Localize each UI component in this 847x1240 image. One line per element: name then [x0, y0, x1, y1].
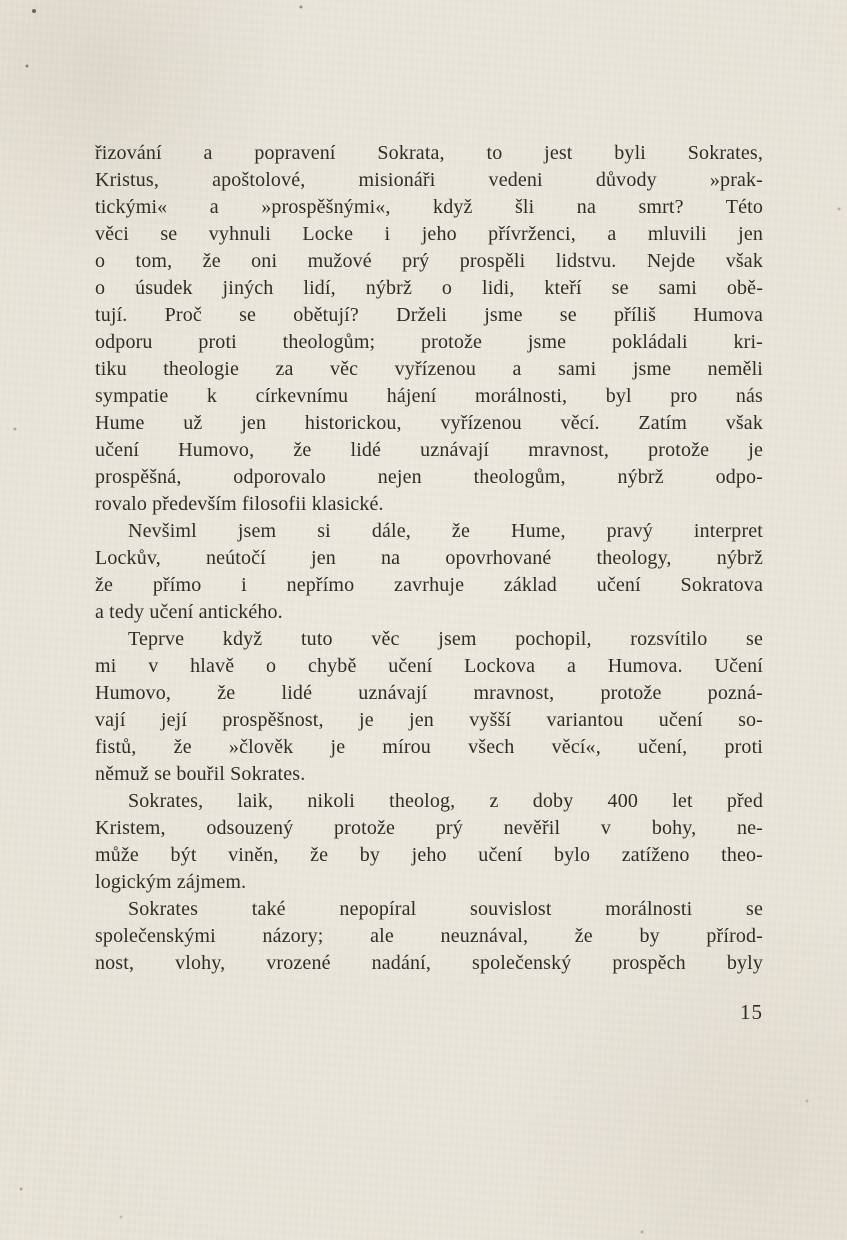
text-line: Lockův, neútočí jen na opovrhované theology, nýbrž: [95, 547, 763, 569]
text-line: a tedy učení antického.: [95, 601, 283, 623]
text-line: může být viněn, že by jeho učení bylo zatíženo theo-: [95, 844, 763, 866]
text-line: tují. Proč se obětují? Drželi jsme se příliš Humova: [95, 304, 763, 326]
text-line: Kristus, apoštolové, misionáři vedeni důvody »prak-: [95, 169, 763, 191]
text-line: učení Humovo, že lidé uznávají mravnost, protože je: [95, 439, 763, 461]
text-line: mi v hlavě o chybě učení Lockova a Humova. Učení: [95, 655, 763, 677]
text-line: o tom, že oni mužové prý prospěli lidstvu. Nejde však: [95, 250, 763, 272]
text-line: sympatie k církevnímu hájení morálnosti, byl pro nás: [95, 385, 763, 407]
text-line: němuž se bouřil Sokrates.: [95, 763, 306, 785]
text-line: rovalo především filosofii klasické.: [95, 493, 384, 515]
text-line: prospěšná, odporovalo nejen theologům, nýbrž odpo-: [95, 466, 763, 488]
paragraph: [95, 518, 763, 626]
page-number: 15: [740, 1000, 763, 1024]
text-line: nost, vlohy, vrozené nadání, společenský prospěch byly: [95, 952, 763, 974]
text-line: o úsudek jiných lidí, nýbrž o lidi, kteří se sami obě-: [95, 277, 763, 299]
paragraph: [95, 788, 763, 896]
text-line: Kristem, odsouzený protože prý nevěřil v bohy, ne-: [95, 817, 763, 839]
text-line: tiku theologie za věc vyřízenou a sami jsme neměli: [95, 358, 763, 380]
paragraph: [95, 896, 763, 977]
paragraph: [95, 626, 763, 788]
text-line: Hume už jen historickou, vyřízenou věcí. Zatím však: [95, 412, 763, 434]
text-line: fistů, že »člověk je mírou všech věcí«, učení, proti: [95, 736, 763, 758]
text-line: logickým zájmem.: [95, 871, 247, 893]
text-line: Sokrates také nepopíral souvislost morálnosti se: [128, 898, 763, 920]
text-line: Teprve když tuto věc jsem pochopil, rozsvítilo se: [128, 628, 763, 650]
text-line: že přímo i nepřímo zavrhuje základ učení Sokratova: [95, 574, 763, 596]
text-line: věci se vyhnuli Locke i jeho přívrženci, a mluvili jen: [95, 223, 763, 245]
paper-specks: [0, 0, 2, 2]
text-line: Nevšiml jsem si dále, že Hume, pravý interpret: [128, 520, 763, 542]
text-block: [95, 140, 763, 1026]
text-line: Humovo, že lidé uznávají mravnost, protože pozná-: [95, 682, 763, 704]
paragraph: [95, 140, 763, 518]
text-line: Sokrates, laik, nikoli theolog, z doby 400 let před: [128, 790, 763, 812]
text-line: řizování a popravení Sokrata, to jest byli Sokrates,: [95, 142, 763, 164]
text-line: vají její prospěšnost, je jen vyšší variantou učení so-: [95, 709, 763, 731]
text-line: odporu proti theologům; protože jsme pokládali kri-: [95, 331, 763, 353]
text-line: společenskými názory; ale neuznával, že by přírod-: [95, 925, 763, 947]
text-line: tickými« a »prospěšnými«, když šli na smrt? Této: [95, 196, 763, 218]
